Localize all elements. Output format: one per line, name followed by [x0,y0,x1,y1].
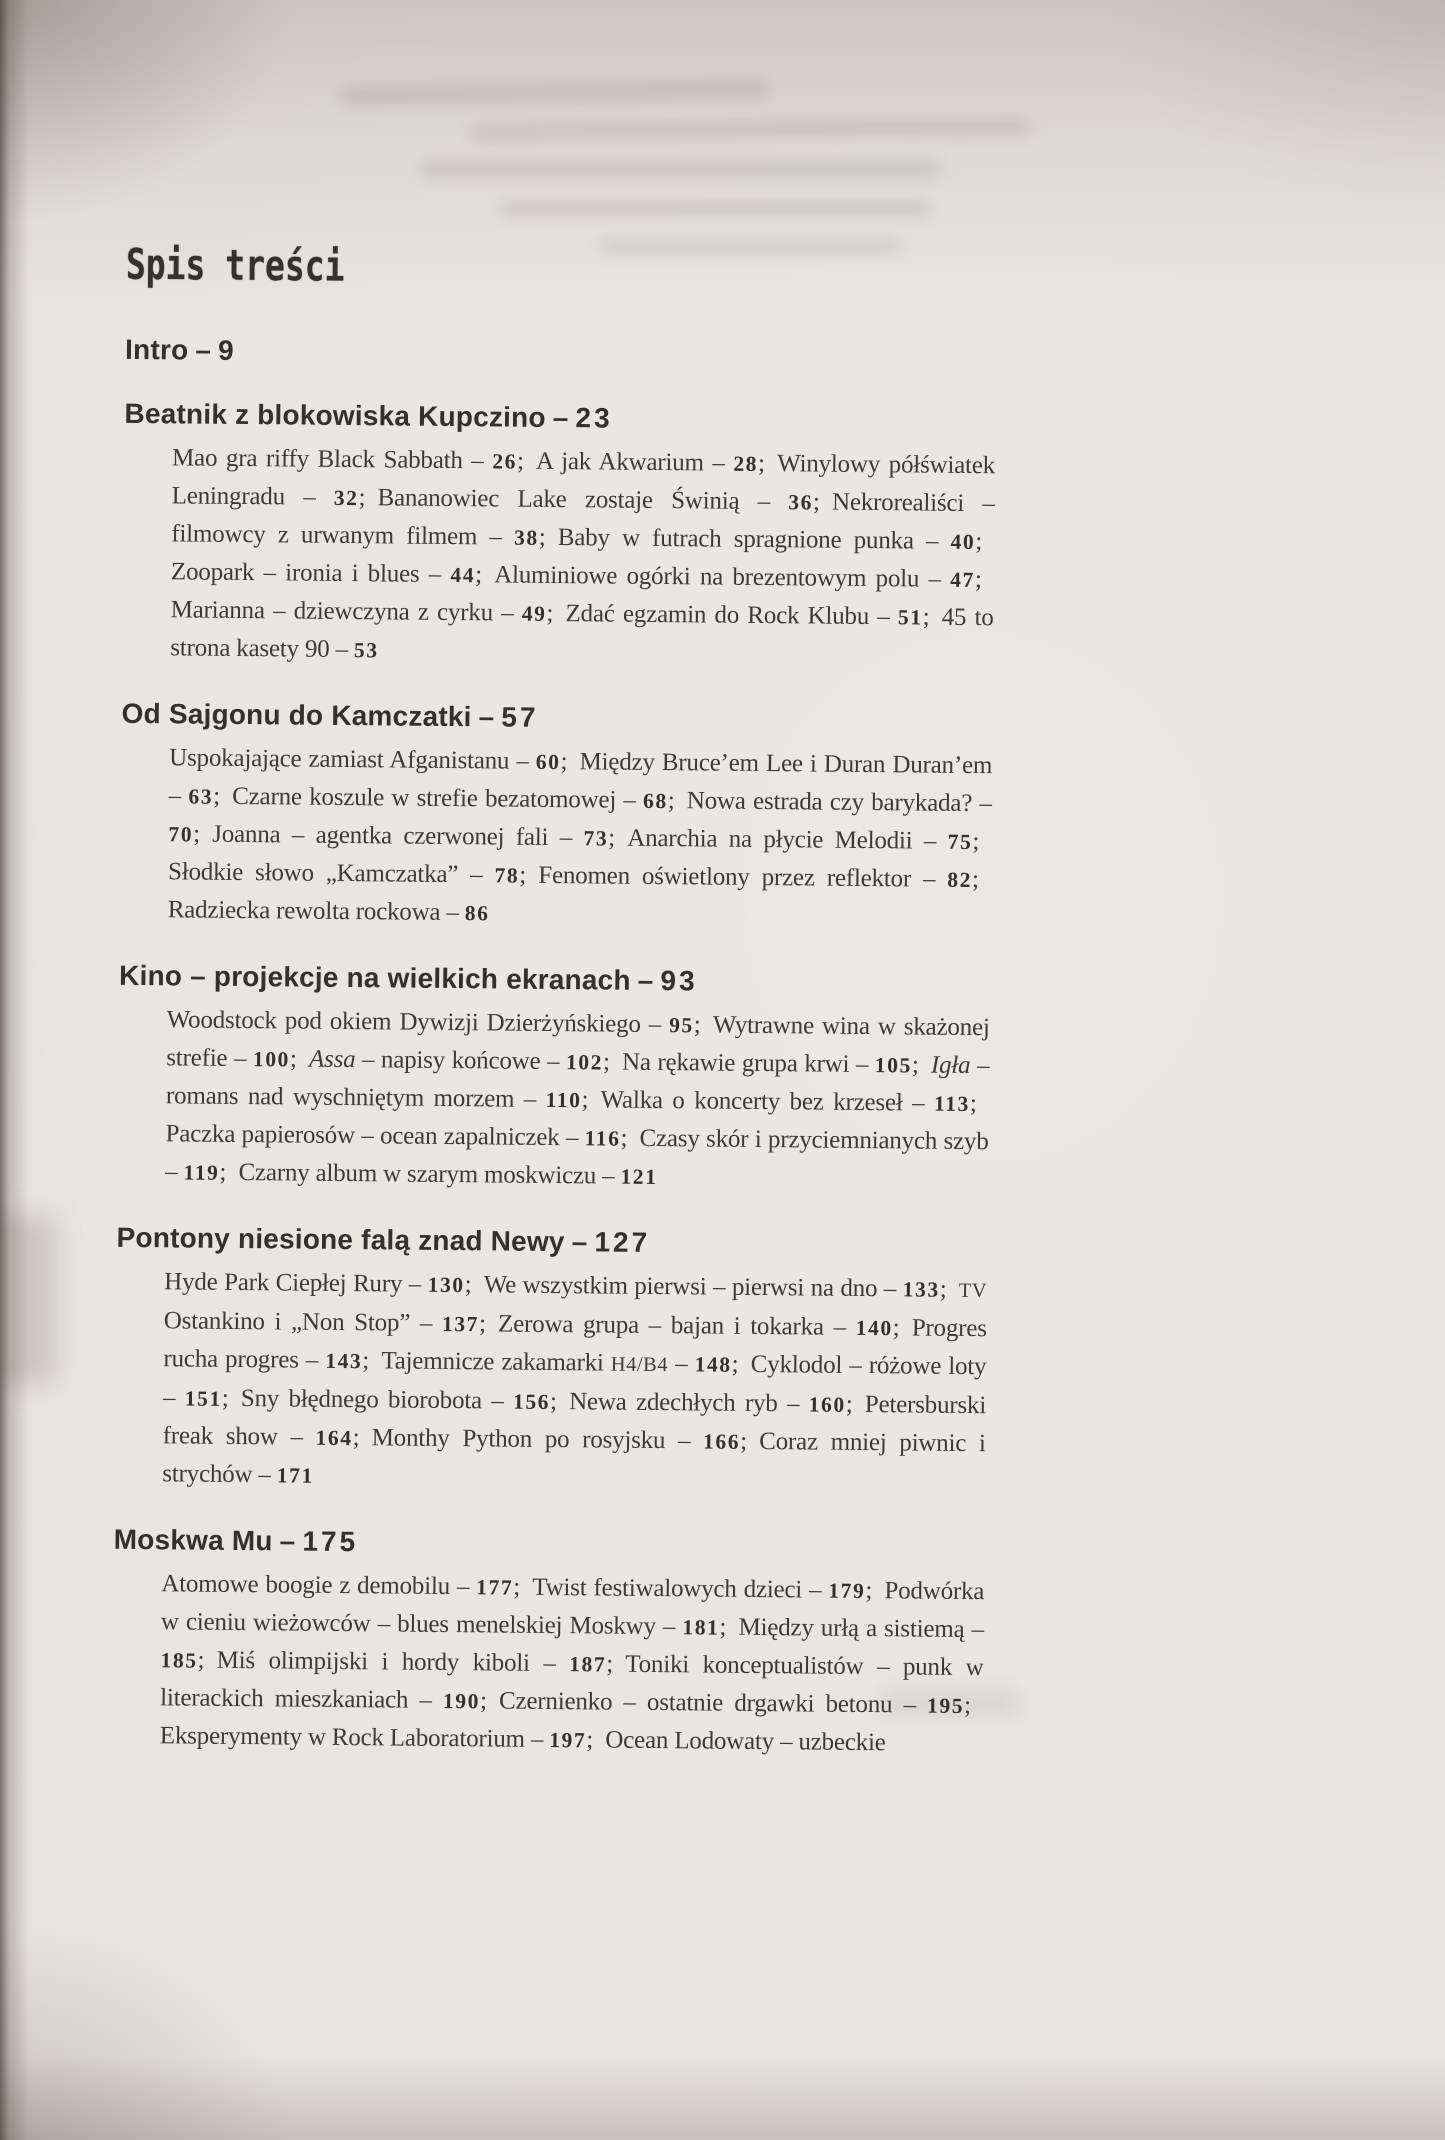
entry-page: 156 [512,1389,551,1414]
toc-entry: We wszystkim pierwsi – pierwsi na dno – 133 [483,1271,940,1303]
entry-page: 110 [545,1087,582,1113]
toc-section [114,1221,988,1501]
toc-entry: Eksperymenty w Rock Laboratorium – 197 [159,1722,587,1753]
toc-section [117,959,990,1199]
dash-separator: – [478,701,495,733]
toc-entry: Nekrorealiści – filmowcy z urwanym filmem – 38 [171,488,995,551]
entry-page: 105 [874,1053,913,1078]
dash-separator: – [279,1525,296,1557]
entry-page: 177 [476,1575,514,1600]
entry-page: 60 [535,749,561,775]
section-page: 175 [302,1525,359,1558]
entry-page: 148 [694,1352,732,1377]
toc-entry: Woodstock pod okiem Dywizji Dzierżyńskiego – 95 [166,1006,694,1039]
toc-entry: 45 to strona kasety 90 – 53 [170,603,994,664]
entry-page: 151 [184,1386,222,1411]
toc-entry: Winylowy półświatek Leningradu – 32 [171,450,996,511]
toc-entry: Cyklodol – różowe loty – 151 [162,1350,987,1412]
toc-entry: Nowa estrada czy barykada? – 70 [168,787,992,847]
toc-entry: Zdać egzamin do Rock Klubu – 51 [565,600,923,631]
toc-entry: Sny błędnego biorobota – 156 [240,1385,551,1415]
toc-entry: Między Bruce’em Lee i Duran Duran’em – 63 [168,748,993,810]
entry-page: 44 [450,562,476,588]
section-title: Kino – projekcje na wielkich ekranach – 93 [118,959,698,997]
entry-page: 49 [521,601,547,626]
entry-page: 179 [828,1578,866,1604]
entry-page: 73 [583,826,609,851]
toc-entry: Toniki konceptualistów – punk w literackich mieszkaniach – 190 [160,1650,984,1714]
toc-entry: Marianna – dziewczyna z cyrku – 49 [170,596,547,627]
section-page: 57 [501,701,539,733]
toc-entry: Na rękawie grupa krwi – 105 [621,1048,913,1079]
entry-page: 100 [252,1047,291,1072]
intro-entry [125,333,996,375]
toc-section [112,1523,985,1763]
entry-page: 102 [565,1050,604,1075]
toc-entry: Newa zdechłych ryb – 160 [569,1388,846,1418]
section-title: Beatnik z blokowiska Kupczino – 23 [124,397,613,434]
toc-entry: Czasy skór i przyciemnianych szyb – 119 [165,1124,989,1186]
toc-section [122,397,996,675]
dash-separator: – [552,401,569,434]
entry-page: 95 [669,1013,694,1038]
toc-entry: Twist festiwalowych dzieci – 179 [532,1573,866,1604]
entry-page: 113 [933,1091,971,1117]
section-entries: Uspokajające zamiast Afganistanu – 60; Między Bruce’em Lee i Duran Duran’em – 63; Czarne koszule w strefie bezatomowej – 68; Nowa estrada czy barykada? – 70; Joanna – agentka czerwonej fali – 73; Anarchia na płycie Melodii – 75; Słodkie słowo „Kamczatka” – 78; Fenomen oświetlony przez reflektor – 82; Radziecka rewolta rockowa – 86 [167,744,993,927]
toc-entry: Czernienko – ostatnie drgawki betonu – 195 [498,1687,965,1719]
toc-entry: Radziecka rewolta rockowa – 86 [167,896,490,927]
section-page: 23 [575,402,613,434]
toc-entry: Tajemnicze zakamarki H4/B4 – 148 [381,1347,732,1378]
entry-page: 40 [950,529,976,555]
entry-page: 140 [855,1315,893,1341]
section-entries: Mao gra riffy Black Sabbath – 26; A jak Akwarium – 28; Winylowy półświatek Leningradu – 32; Bananowiec Lake zostaje Świnią – 36; Nekrorealiści – filmowcy z urwanym filmem – 38; Baby w futrach spragnione punka – 40; Zoopark – ironia i blues – 44; Aluminiowe ogórki na brezentowym polu – 47; Marianna – dziewczyna z cyrku – 49; Zdać egzamin do Rock Klubu – 51; 45 to strona kasety 90 – 53 [170,444,996,664]
entry-page: 78 [494,863,520,888]
section-entries: Atomowe boogie z demobilu – 177; Twist festiwalowych dzieci – 179; Podwórka w cieniu wieżowców – blues menelskiej Moskwy – 181; Między urłą a sistiemą – 185; Miś olimpijski i hordy kiboli – 187; Toniki konceptualistów – punk w literackich mieszkaniach – 190; Czernienko – ostatnie drgawki betonu – 195; Eksperymenty w Rock Laboratorium – 197; Ocean Lodowaty – uzbeckie [159,1570,985,1757]
entry-page: 160 [808,1392,846,1417]
toc-entry: Miś olimpijski i hordy kiboli – 187 [216,1646,607,1678]
entry-page: 38 [513,525,539,550]
entry-page: 190 [442,1688,481,1714]
toc-entry: Atomowe boogie z demobilu – 177 [161,1570,514,1601]
intro-label: Intro [124,333,189,366]
toc-entry: TV Ostankino i „Non Stop” – 137 [163,1279,988,1337]
toc-entry: Petersburski freak show – 164 [162,1391,987,1451]
page-title: Spis treści [125,238,345,291]
toc-entry: Paczka papierosów – ocean zapalniczek – 116 [165,1120,621,1152]
toc-entry: Zoopark – ironia i blues – 44 [170,558,476,588]
entry-page: 116 [584,1126,621,1151]
entry-page: 137 [441,1311,480,1337]
toc-entry: Walka o koncerty bez krzeseł – 113 [600,1086,971,1117]
entry-page: 32 [333,485,359,511]
toc-entry: Coraz mniej piwnic i strychów – 171 [162,1427,986,1489]
entry-page: 36 [788,490,814,515]
toc-sections [112,397,996,1763]
section-title: Moskwa Mu – 175 [113,1523,359,1558]
dash-separator: – [637,964,654,996]
dash-separator: – [195,334,212,366]
entry-page: 119 [183,1160,220,1185]
section-entries: Woodstock pod okiem Dywizji Dzierżyńskiego – 95; Wytrawne wina w skażonej strefie – 100; Assa – napisy końcowe – 102; Na rękawie grupa krwi – 105; Igła – romans nad wyschniętym morzem – 110; Walka o koncerty bez krzeseł – 113; Paczka papierosów – ocean zapalniczek – 116; Czasy skór i przyciemnianych szyb – 119; Czarny album w szarym moskwiczu – 121 [165,1006,990,1190]
toc-entry: Igła – romans nad wyschniętym morzem – 110 [165,1051,990,1113]
dash-separator: – [571,1226,588,1258]
toc-entry: Fenomen oświetlony przez reflektor – 82 [538,861,973,893]
entry-page: 53 [353,638,379,663]
toc-entry: Joanna – agentka czerwonej fali – 73 [212,820,609,852]
toc-entry: Baby w futrach spragnione punka – 40 [557,524,976,555]
section-title: Od Sajgonu do Kamczatki – 57 [121,697,539,733]
entry-page: 164 [315,1425,353,1451]
entry-page: 166 [702,1429,741,1454]
entry-page: 68 [642,788,668,814]
toc-entry: Czarny album w szarym moskwiczu – 121 [238,1158,658,1190]
toc-entry: Monthy Python po rosyjsku – 166 [371,1424,741,1455]
toc-entry: Zerowa grupa – bajan i tokarka – 140 [498,1310,893,1341]
intro-page: 9 [217,334,237,366]
entry-page: 133 [902,1277,940,1302]
section-entries: Hyde Park Ciepłej Rury – 130; We wszystkim pierwsi – pierwsi na dno – 133; TV Ostankino i „Non Stop” – 137; Zerowa grupa – bajan i tokarka – 140; Progres rucha progres – 143; Tajemnicze zakamarki H4/B4 – 148; Cyklodol – różowe loty – 151; Sny błędnego biorobota – 156; Newa zdechłych ryb – 160; Petersburski freak show – 164; Monthy Python po rosyjsku – 166; Coraz mniej piwnic i strychów – 171 [162,1268,988,1489]
entry-page: 130 [427,1272,465,1298]
entry-page: 86 [464,901,490,926]
entry-page: 143 [325,1348,363,1374]
toc-section [120,697,993,937]
toc-entry: Mao gra riffy Black Sabbath – 26 [171,444,518,475]
toc-entry: Anarchia na płycie Melodii – 75 [627,824,973,855]
toc-entry: Między urłą a sistiemą – 185 [160,1613,985,1673]
entry-page: 195 [926,1693,965,1718]
toc-entry: Czarne koszule w strefie bezatomowej – 68 [232,782,668,814]
section-title: Pontony niesione falą znad Newy – 127 [116,1221,651,1258]
entry-page: 47 [950,567,976,593]
entry-page: 181 [682,1615,720,1640]
entry-page: 63 [188,784,214,809]
toc-entry: Uspokajające zamiast Afganistanu – 60 [169,744,561,775]
toc-entry: A jak Akwarium – 28 [535,447,759,477]
toc-entry: Podwórka w cieniu wieżowców – blues menelskiej Moskwy – 181 [160,1577,985,1641]
entry-page: 51 [897,605,923,630]
section-page: 127 [594,1226,651,1258]
entry-page: 82 [947,867,973,893]
entry-page: 75 [947,829,973,855]
toc-entry: Wytrawne wina w skażonej strefie – 100 [166,1011,990,1073]
toc-entry: Progres rucha progres – 143 [163,1314,987,1374]
toc-entry: Aluminiowe ogórki na brezentowym polu – 47 [494,561,976,593]
toc-entry: Ocean Lodowaty – uzbeckie [605,1726,886,1757]
entry-page: 171 [276,1463,314,1488]
entry-page: 185 [160,1648,198,1673]
entry-page: 121 [620,1164,658,1190]
entry-page: 197 [549,1727,587,1753]
section-page: 93 [660,965,698,997]
entry-page: 26 [492,449,518,474]
toc-entry: Assa – napisy końcowe – 102 [308,1045,604,1076]
toc-entry: Hyde Park Ciepłej Rury – 130 [164,1268,465,1298]
toc-entry: Bananowiec Lake zostaje Świnią – 36 [377,484,814,516]
toc-entry: Słodkie słowo „Kamczatka” – 78 [167,858,520,889]
entry-page: 28 [733,451,759,476]
entry-page: 70 [168,822,194,847]
entry-page: 187 [569,1652,607,1677]
